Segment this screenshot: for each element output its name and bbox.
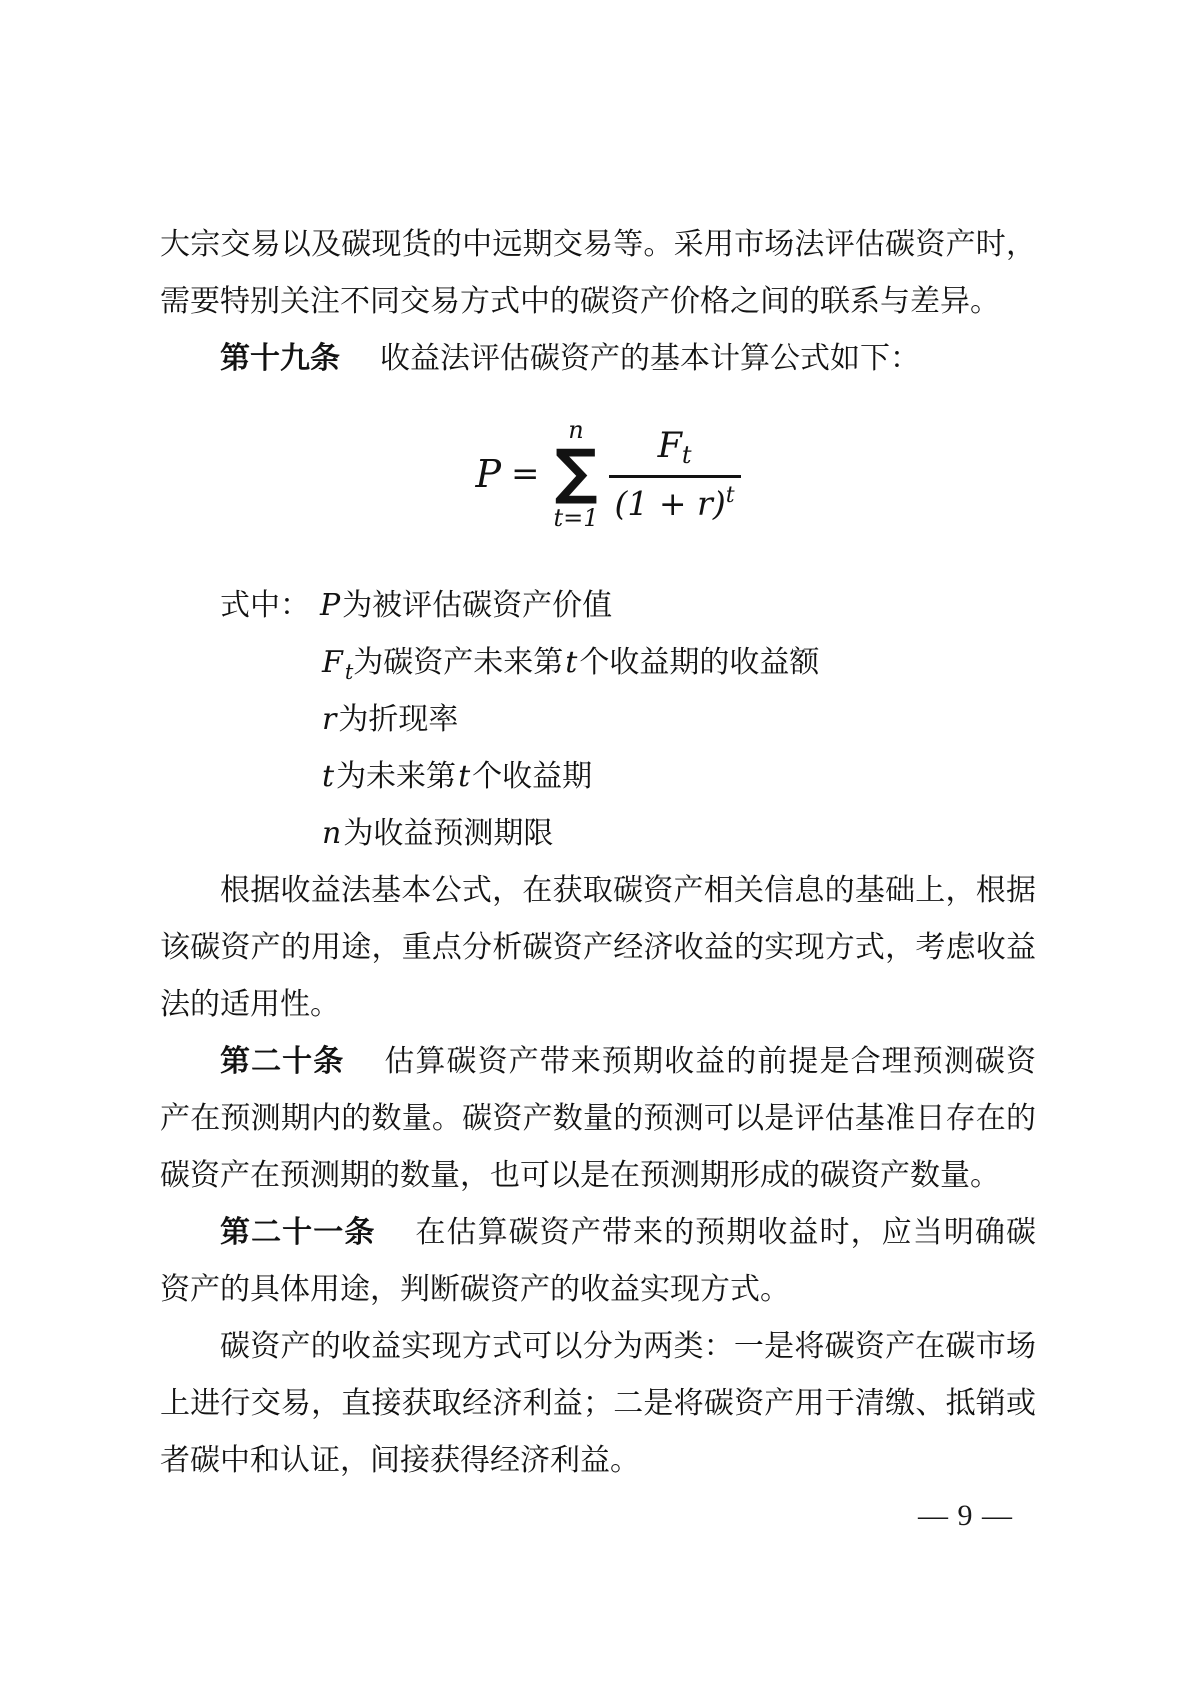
summation-lower-limit: t=1 — [553, 504, 599, 532]
definition-Ft-text-1: 为碳资产未来第 — [353, 646, 564, 679]
numerator-subscript: t — [681, 440, 692, 469]
definition-P-text: 为被评估碳资产价值 — [342, 589, 613, 622]
definition-r — [320, 691, 1036, 748]
definition-P — [220, 577, 1036, 634]
variable-t-inline: t — [565, 645, 578, 680]
fraction-numerator — [648, 425, 702, 475]
denominator-exponent: t — [725, 482, 735, 508]
formula-fraction — [609, 425, 741, 523]
article-21-text: 在估算碳资产带来的预期收益时，应当明确碳资产的具体用途，判断碳资产的收益实现方式。 — [160, 1216, 1037, 1306]
numerator-base: F — [657, 425, 682, 466]
formula-equals-sign: = — [511, 454, 540, 494]
definition-t-text-2: 个收益期 — [472, 760, 593, 793]
definition-lead-label: 式中： — [220, 589, 310, 622]
document-content — [160, 216, 1036, 1489]
variable-P: P — [320, 588, 341, 623]
article-19-heading: 第十九条 — [220, 342, 340, 375]
definition-n-text: 为收益预测期限 — [343, 817, 554, 850]
article-19-paragraph — [160, 330, 1036, 387]
definition-t-text-1: 为未来第 — [336, 760, 457, 793]
definition-Ft — [320, 634, 1036, 691]
article-20-text: 估算碳资产带来预期收益的前提是合理预测碳资产在预测期内的数量。碳资产数量的预测可以是评估基准日存在的碳资产在预测期的数量，也可以是在预测期形成的碳资产数量。 — [160, 1045, 1037, 1192]
variable-F-subscript: t — [344, 660, 354, 684]
definition-r-text: 为折现率 — [338, 703, 459, 736]
article-20-paragraph — [160, 1033, 1036, 1204]
paragraph-two-ways: 碳资产的收益实现方式可以分为两类：一是将碳资产在碳市场上进行交易，直接获取经济利益；二是将碳资产用于清缴、抵销或者碳中和认证，间接获得经济利益。 — [160, 1330, 1036, 1477]
page-number: — 9 — — [918, 1499, 1013, 1532]
article-21-paragraph — [160, 1204, 1036, 1318]
summation-symbol-group — [554, 418, 599, 530]
sigma-icon: ∑ — [554, 437, 598, 507]
definition-t — [320, 748, 1036, 805]
variable-r: r — [322, 702, 337, 737]
paragraph-income-basis: 根据收益法基本公式，在获取碳资产相关信息的基础上，根据该碳资产的用途，重点分析碳资产经济收益的实现方式，考虑收益法的适用性。 — [160, 874, 1036, 1021]
variable-n: n — [322, 816, 342, 851]
definition-n — [320, 805, 1036, 862]
article-21-heading: 第二十一条 — [220, 1216, 376, 1249]
formula-variable-definitions — [220, 577, 1036, 862]
definition-Ft-text-2: 个收益期的收益额 — [579, 646, 820, 679]
variable-t: t — [322, 759, 335, 794]
income-approach-formula — [160, 387, 1036, 577]
paragraph-continuation: 大宗交易以及碳现货的中远期交易等。采用市场法评估碳资产时，需要特别关注不同交易方式中的碳资产价格之间的联系与差异。 — [160, 228, 1036, 318]
summation-upper-limit: n — [568, 416, 584, 444]
variable-F: F — [322, 645, 343, 680]
formula-expression — [475, 418, 740, 530]
formula-lhs-P: P — [475, 452, 502, 496]
denominator-base: (1 + r) — [614, 483, 726, 523]
article-20-heading: 第二十条 — [220, 1045, 345, 1078]
variable-t-inline-2: t — [458, 759, 471, 794]
fraction-denominator — [609, 475, 741, 523]
article-19-text: 收益法评估碳资产的基本计算公式如下： — [380, 342, 920, 375]
